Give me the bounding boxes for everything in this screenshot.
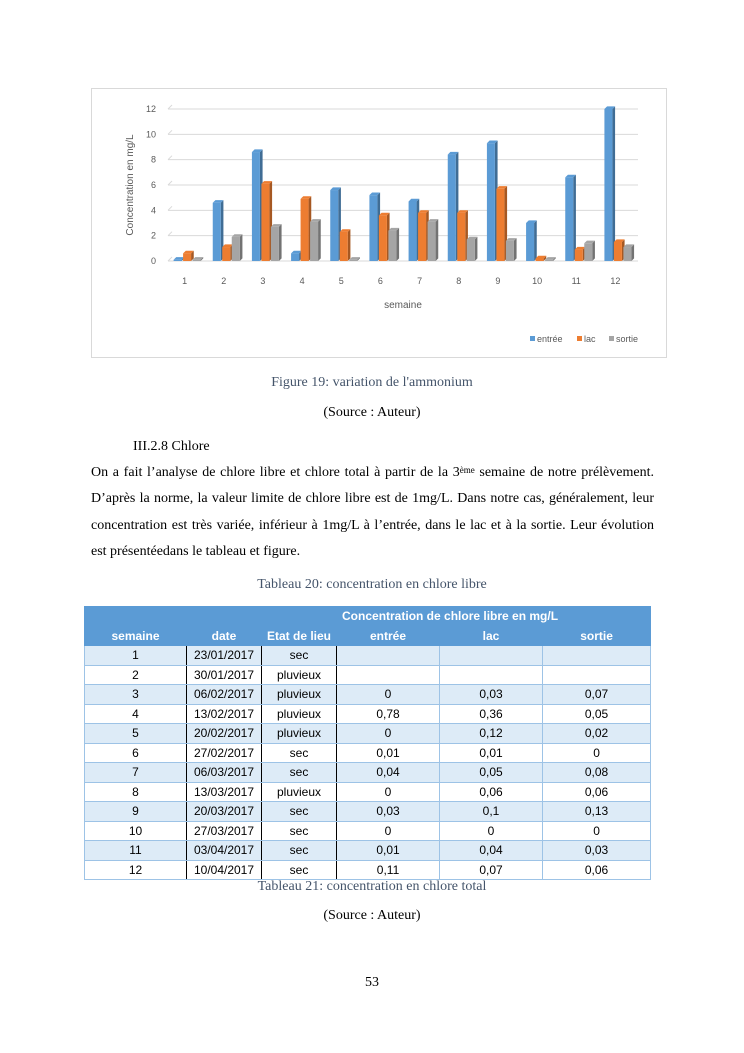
table-cell [440, 646, 543, 666]
table-group-header-row [85, 607, 651, 627]
table-cell: 12 [85, 860, 187, 880]
x-tick-label: 2 [221, 276, 227, 286]
bar-side [631, 244, 634, 261]
x-tick-label: 10 [532, 276, 543, 286]
body-paragraph [91, 460, 654, 565]
table-body [85, 646, 651, 880]
x-tick-label: 11 [571, 276, 581, 286]
table-header-cell: semaine [85, 626, 187, 646]
bar-entrée [487, 143, 495, 261]
bar-side [514, 238, 517, 261]
bar-side [396, 228, 399, 261]
table-cell: 0 [543, 821, 651, 841]
legend-label: entrée [537, 334, 563, 344]
table-cell: 7 [85, 763, 187, 783]
bar-side [573, 175, 576, 261]
bar-lac [222, 247, 230, 261]
table-header-cell: Etat de lieu [262, 626, 337, 646]
table-cell: 0,05 [543, 704, 651, 724]
table-cell: 0,01 [440, 743, 543, 763]
gridline-depth [168, 181, 172, 185]
paragraph-part1: On a fait l’analyse de chlore libre et chlore total à partir de la 3 [91, 465, 460, 480]
table-cell: 0,06 [440, 782, 543, 802]
bar-sortie [388, 231, 396, 261]
y-tick-label: 6 [150, 180, 156, 190]
table-cell: 0,07 [543, 685, 651, 705]
x-tick-label: 8 [456, 276, 462, 286]
table-cell: sec [262, 802, 337, 822]
table-cell: 6 [85, 743, 187, 763]
bar-side [612, 106, 615, 261]
bar-entrée [604, 109, 612, 261]
legend-label: lac [584, 334, 596, 344]
table-row [85, 724, 651, 744]
table-cell: pluvieux [262, 685, 337, 705]
table-row [85, 782, 651, 802]
table-row [85, 841, 651, 861]
bar-sortie [545, 260, 553, 261]
table-cell: 0,04 [440, 841, 543, 861]
bar-lac [340, 232, 348, 261]
table-cell: 0,03 [337, 802, 440, 822]
table-cell: 13/02/2017 [187, 704, 262, 724]
table-cell: 0,12 [440, 724, 543, 744]
y-tick-label: 0 [150, 256, 156, 266]
bar-lac [301, 199, 309, 261]
table-cell: sec [262, 743, 337, 763]
y-tick-label: 10 [145, 129, 156, 140]
legend-label: sortie [616, 334, 639, 344]
table-header-cell: lac [440, 626, 543, 646]
table-cell: pluvieux [262, 704, 337, 724]
bar-entrée [291, 253, 299, 261]
y-tick-label: 12 [145, 104, 156, 114]
bar-side [240, 234, 243, 261]
table-cell: 0,01 [337, 841, 440, 861]
bar-entrée [448, 155, 456, 261]
table-cell: 0,08 [543, 763, 651, 783]
legend-swatch [577, 336, 582, 341]
table-cell: 20/02/2017 [187, 724, 262, 744]
bar-entrée [252, 152, 260, 261]
bar-entrée [526, 223, 534, 261]
table-cell: 0,11 [337, 860, 440, 880]
table2-caption: Tableau 21: concentration en chlore total [257, 879, 487, 894]
table-cell: 11 [85, 841, 187, 861]
table-cell: 4 [85, 704, 187, 724]
bar-lac [379, 215, 387, 261]
table-cell: sec [262, 821, 337, 841]
table-caption: Tableau 20: concentration en chlore libre [257, 577, 487, 592]
table-cell [543, 665, 651, 685]
table-cell: 0 [337, 685, 440, 705]
table-header-row [85, 626, 651, 646]
table-cell: sec [262, 646, 337, 666]
table-cell: 0 [337, 724, 440, 744]
table-cell: 10 [85, 821, 187, 841]
legend-swatch [609, 336, 614, 341]
bar-sortie [467, 239, 475, 261]
table-cell: 06/02/2017 [187, 685, 262, 705]
table-cell: 0,36 [440, 704, 543, 724]
table-cell: sec [262, 763, 337, 783]
x-axis-label: semaine [384, 300, 422, 311]
table-row [85, 685, 651, 705]
bar-sortie [193, 260, 201, 261]
figure-caption: Figure 19: variation de l'ammonium [271, 375, 473, 390]
bar-side [475, 237, 478, 261]
table-group-spacer [85, 607, 337, 627]
paragraph-part2: semaine de notre prélèvement. D’après la norme, la valeur limite de chlore libre est de 1mg/L. Dans notre cas, généralement, leur concentration est très variée, inférieur à 1mg/L à l’entrée, dans le lac et à la sortie. Leur évolution est présentéedans le tableau et figure. [91, 465, 654, 559]
chlore-libre-table [84, 606, 651, 880]
table-cell: 0 [440, 821, 543, 841]
table-cell: 2 [85, 665, 187, 685]
table-row [85, 665, 651, 685]
bar-lac [418, 213, 426, 261]
gridline-depth [168, 156, 172, 160]
table-cell [337, 646, 440, 666]
table-cell: 8 [85, 782, 187, 802]
bar-lac [496, 189, 504, 261]
gridline-depth [168, 105, 172, 109]
bar-sortie [584, 243, 592, 261]
table-cell: 13/03/2017 [187, 782, 262, 802]
bar-lac [261, 184, 269, 261]
x-tick-label: 5 [338, 276, 344, 286]
x-tick-label: 1 [182, 276, 188, 286]
table-cell: 5 [85, 724, 187, 744]
table-cell: pluvieux [262, 782, 337, 802]
table-cell: 0 [543, 743, 651, 763]
table-cell: pluvieux [262, 665, 337, 685]
gridline-depth [168, 257, 172, 261]
table-cell: 27/02/2017 [187, 743, 262, 763]
table-cell [440, 665, 543, 685]
table-cell: 0,05 [440, 763, 543, 783]
bar-sortie [232, 237, 240, 261]
bar-lac [575, 250, 583, 261]
table-cell: 0,1 [440, 802, 543, 822]
table-cell: 0,78 [337, 704, 440, 724]
table-cell: 20/03/2017 [187, 802, 262, 822]
ammonium-chart [91, 88, 667, 358]
y-tick-label: 2 [150, 230, 156, 241]
bar-entrée [565, 177, 573, 261]
table-header-cell: date [187, 626, 262, 646]
table-cell: 1 [85, 646, 187, 666]
table-cell: 0,06 [543, 782, 651, 802]
table-cell: 0 [337, 821, 440, 841]
bar-sortie [623, 247, 631, 261]
table-cell: 9 [85, 802, 187, 822]
y-tick-label: 8 [150, 154, 156, 165]
table-cell: 0,06 [543, 860, 651, 880]
gridline-depth [168, 130, 172, 134]
bar-side [592, 241, 595, 261]
bar-lac [183, 253, 191, 261]
gridline-depth [168, 232, 172, 236]
table-header-cell: entrée [337, 626, 440, 646]
x-tick-label: 6 [377, 276, 383, 286]
table-cell: sec [262, 860, 337, 880]
bar-lac [536, 258, 544, 261]
table-cell: 0 [337, 782, 440, 802]
table-row [85, 821, 651, 841]
bar-side [436, 219, 439, 261]
x-tick-label: 3 [260, 276, 266, 286]
y-axis-label: Concentration en mg/L [125, 134, 136, 236]
bar-side [348, 229, 351, 261]
bar-entrée [369, 195, 377, 261]
bar-sortie [271, 227, 279, 261]
table-cell: 03/04/2017 [187, 841, 262, 861]
table-cell: 0,01 [337, 743, 440, 763]
table-cell: pluvieux [262, 724, 337, 744]
table-cell: 0,07 [440, 860, 543, 880]
table-cell: 06/03/2017 [187, 763, 262, 783]
bar-sortie [428, 222, 436, 261]
section-title: III.2.8 Chlore [133, 439, 210, 454]
table-cell: 0,03 [543, 841, 651, 861]
bar-entrée [213, 203, 221, 261]
bar-lac [614, 242, 622, 261]
table-cell: 0,03 [440, 685, 543, 705]
bar-entrée [330, 190, 338, 261]
table-cell: 27/03/2017 [187, 821, 262, 841]
table-cell: 0,13 [543, 802, 651, 822]
bar-sortie [310, 222, 318, 261]
table2-source: (Source : Auteur) [323, 908, 421, 923]
table-cell [337, 665, 440, 685]
table-cell: sec [262, 841, 337, 861]
table-cell: 30/01/2017 [187, 665, 262, 685]
bar-entrée [409, 201, 417, 261]
figure-source: (Source : Auteur) [323, 405, 421, 420]
y-tick-label: 4 [150, 205, 156, 216]
x-tick-label: 9 [495, 276, 501, 286]
page-number: 53 [365, 975, 379, 990]
x-tick-label: 7 [417, 276, 423, 286]
bar-side [279, 224, 282, 261]
table-group-header: Concentration de chlore libre en mg/L [337, 607, 651, 627]
x-tick-label: 4 [299, 276, 305, 286]
chart-canvas [92, 89, 668, 359]
table-row [85, 704, 651, 724]
table-header-cell: sortie [543, 626, 651, 646]
bar-entrée [174, 260, 182, 261]
paragraph-superscript: ème [459, 465, 475, 475]
table-row [85, 763, 651, 783]
table-row [85, 646, 651, 666]
table-row [85, 743, 651, 763]
table-cell [543, 646, 651, 666]
bar-side [318, 219, 321, 261]
table-cell: 3 [85, 685, 187, 705]
table-cell: 23/01/2017 [187, 646, 262, 666]
table-cell: 0,02 [543, 724, 651, 744]
bar-sortie [506, 241, 514, 261]
table-cell: 0,04 [337, 763, 440, 783]
bar-sortie [349, 260, 357, 261]
legend-swatch [530, 336, 535, 341]
bar-lac [457, 213, 465, 261]
table-row [85, 802, 651, 822]
bar-side [534, 220, 537, 261]
table-cell: 10/04/2017 [187, 860, 262, 880]
x-tick-label: 12 [610, 276, 621, 286]
gridline-depth [168, 206, 172, 210]
table-row [85, 860, 651, 880]
